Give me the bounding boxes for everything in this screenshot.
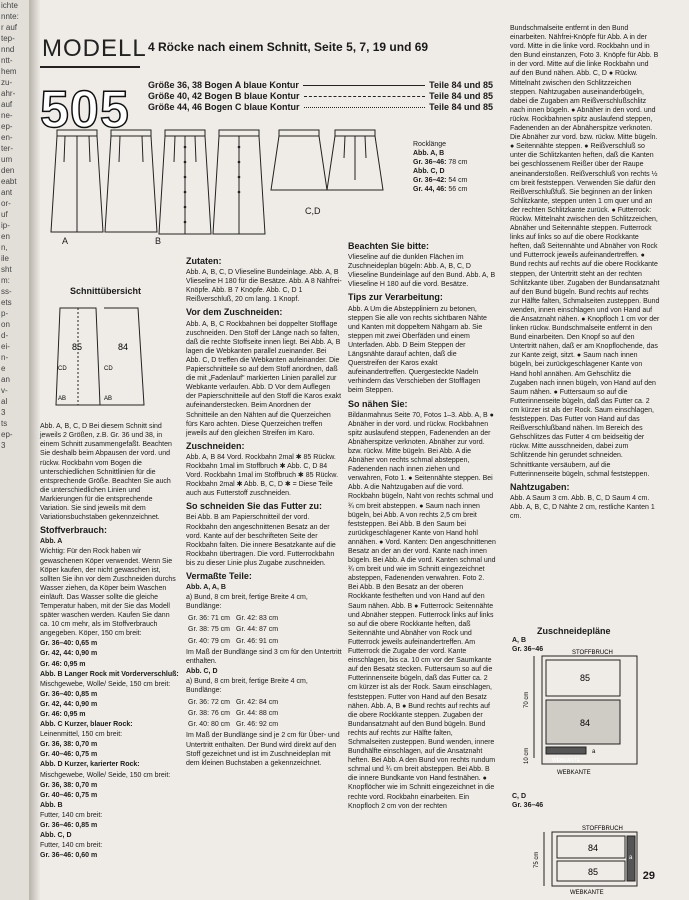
prev-page-fragment: hem: [1, 67, 17, 76]
model-number: 505: [40, 81, 130, 139]
rocklaenge-box: [413, 140, 493, 195]
rocklaenge-label: Abb. A, B: [413, 150, 445, 158]
futter-schneiden-title: So schneiden Sie das Futter zu:: [186, 501, 323, 512]
plan1-part-85: 85: [580, 673, 591, 683]
plan2-gr: Gr. 36–46: [512, 802, 544, 810]
bundlaenge-cell: Gr. 46: 92 cm: [236, 721, 279, 729]
prev-page-fragment: d-: [1, 331, 9, 340]
stoff-line: Gr. 42, 44: 0,90 m: [40, 700, 98, 708]
prev-page-fragment: ip-: [1, 221, 10, 230]
plan2-part-84: 84: [588, 843, 599, 853]
skirt-label-b: B: [155, 236, 162, 246]
naehen-text: Bildanmahnus Seite 70, Fotos 1–3. Abb. A, B ● Abnäher in der vord. und rückw. Rockbahnen spitz auslaufend steppen, Fadenenden an der Abnäherspitze verknoten. Abnäher zur vord. bzw. rückw. Mitte bügeln. Bei Abb. A die Abnäher von rechts schmal absteppen, Fadenenden nach innen ziehen und verwahren, Foto 1. ● Seitennähte steppen. Bei Abb. A die Nahtzugaben auf die vord. Rockbahn bügeln, Naht von rechts schmal und ¾ cm breit absteppen. ● Saum nach innen bügeln, bei Abb. A von rechts 2,5 cm breit feststeppen. Bei Abb. B den Saum bei zurückgeschlagener Kante von Hand hohl annähen. ● Vord. Kanten: Den angeschnittenen Besatz an der an der vord. Kante nach innen bügeln. Bei Abb. A die vord. Kanten schmal und ¾ cm breit und wie im Schnitt eingezeichnet absteppen, Fadenenden verwahren. Foto 2. Bei Abb. B den Besatz an der oberen Rockkante festheften und von Hand auf den Saum nähen. Abb. B ● Futterrock: Seitennähte und Abnäher steppen. Futterrock links auf links so auf die obere Rockkante heften, daß Seitennähte und Abnäher von Rock und Futterrock jeweils aufeinandertreffen. Am Futterrock die Zugabe der vord. Kante einschlagen, bis ca. 10 cm vor der Saumkante auf den Besatz stecken. Futtersaum so auf die Futterinnenseite bügeln, daß das Futter ca. 2 cm kürzer ist als der Rock. Saum einschlagen, feststeppen. Futter von Hand auf den Besatz nähen. Abb. A, B ● Bund rechts auf rechts auf die obere Rockkante steppen. Zugaben der Bundansatznaht auf den Bund bügeln. Bund rechts auf rechts zur Hälfte falten, Schmalseiten zusteppen. Bund wenden, innere Bundhälfte einschlagen, auf die Ansatznaht heften. Bei Abb. A den Bund von rechts rundum schmal und ¾ cm breit absteppen. Bei Abb. B die innere Bundkante von Hand festnähen. ● Knopflöcher wie im Schnitt eingezeichnet in die rechte vord. Rockbahn einarbeiten. Ein Knopfloch 2 cm von der rechten: [348, 411, 496, 810]
prev-page-fragment: 3: [1, 408, 6, 417]
rocklaenge-line: [413, 149, 493, 158]
mark-cd: CD: [104, 366, 113, 373]
bundlaenge-row: [188, 698, 282, 707]
nahtzugaben-text: Abb. A Saum 3 cm. Abb. B, C, D Saum 4 cm. Abb. A, B, C, D Nähte 2 cm, restliche Kanten 1 cm.: [510, 494, 655, 520]
prev-page-fragment: ntt-: [1, 56, 13, 65]
rocklaenge-title: Rocklänge: [413, 141, 447, 148]
prev-page-fragment: ahr-: [1, 89, 16, 98]
part-85: 85: [72, 342, 83, 353]
vermasste-title: Vermaßte Teile:: [186, 571, 252, 581]
contour-line-dashed: [304, 96, 426, 97]
prev-page-fragment: ss-: [1, 287, 12, 296]
rocklaenge-line: [413, 158, 493, 167]
stoff-line: Gr. 36, 38: 0,70 m: [40, 741, 98, 749]
prev-page-fragment: nnte:: [1, 12, 19, 21]
plan1-part-a: a: [592, 749, 596, 755]
size-table: [148, 80, 493, 113]
tips-title: Tips zur Verarbeitung:: [348, 292, 443, 303]
prev-page-fragment: zu-: [1, 78, 13, 87]
schnitt-title: Schnittübersicht: [70, 286, 142, 296]
prev-page-fragment: sht: [1, 265, 12, 274]
vermasste-end: Im Maß der Bundlänge sind je 2 cm für Über- und Untertritt enthalten. Der Bund wird direkt auf den Stoff gezeichnet und ist im Zuschneideplan mit dem kleinen Buchstaben a gekennzeichnet.: [186, 732, 340, 767]
stoff-line: Gr. 40–46: 0,75 m: [40, 751, 98, 759]
page-number: 29: [642, 870, 655, 882]
prev-page-fragment: en-: [1, 133, 13, 142]
divider: [40, 66, 140, 68]
bundlaenge-table-ab: [186, 612, 284, 647]
plan1-dim-10: 10 cm: [524, 747, 530, 764]
mark-cd: CD: [58, 366, 67, 373]
stoff-line: Gr. 36–40: 0,85 m: [40, 690, 98, 698]
rocklaenge-line: [413, 185, 493, 194]
prev-page-fragment: al: [1, 397, 8, 406]
plan1-selvage: WEBKANTE: [557, 770, 591, 776]
contour-line-solid: [303, 85, 425, 86]
bundlaenge-table-cd: [186, 696, 284, 731]
stoff-line: Gr. 36–40: 0,65 m: [40, 640, 98, 648]
stoff-b-sub: Mischgewebe, Wolle/ Seide, 150 cm breit:: [40, 680, 171, 688]
futter-head: Abb. C, D: [40, 832, 72, 840]
rocklaenge-line: [413, 176, 493, 185]
plan2-label: [512, 792, 572, 810]
futter-line: Gr. 36–46: 0,60 m: [40, 852, 98, 860]
rocklaenge-value: 78 cm: [446, 159, 468, 167]
mark-ab: AB: [104, 396, 113, 403]
size-parts: Teile 84 und 85: [429, 102, 493, 112]
bundlaenge-cell: Gr. 36: 71 cm: [188, 615, 231, 623]
futter-head: Abb. B: [40, 801, 63, 809]
plan1-part-84: 84: [580, 718, 591, 728]
page-binding: [30, 0, 40, 900]
vor-zuschneiden-title: Vor dem Zuschneiden:: [186, 307, 283, 318]
plan2-dim-75: 75 cm: [534, 851, 540, 868]
prev-page-fragment: n-: [1, 353, 9, 362]
prev-page-fragment: uf: [1, 210, 8, 219]
prev-page-fragment: ter-: [1, 144, 13, 153]
prev-page-fragment: nnd: [1, 45, 15, 54]
prev-page-fragment: on: [1, 320, 10, 329]
rocklaenge-label: Gr. 44, 46:: [413, 186, 447, 194]
plan2-selvage: WEBKANTE: [570, 890, 604, 896]
bundlaenge-cell: Gr. 40: 80 cm: [188, 721, 231, 729]
bundlaenge-cell: Gr. 40: 79 cm: [188, 637, 231, 645]
skirt-drawings: [45, 122, 390, 247]
prev-page-fragment: um: [1, 155, 13, 164]
prev-page-fragment: p-: [1, 309, 9, 318]
prev-page-fragment: ichte: [1, 1, 18, 10]
stoff-line: Gr. 46: 0,95 m: [40, 660, 86, 668]
bundlaenge-cell: Gr. 46: 91 cm: [236, 637, 279, 645]
stoff-d-head: Abb. D Kurzer, karierter Rock:: [40, 761, 140, 769]
stoff-intro: Wichtig: Für den Rock haben wir gewaschenen Köper verwendet. Wenn Sie Köper kaufen, der nicht gewaschen ist, sollten Sie ihn vor dem Zuschneiden durchs Wasser ziehen, da Köper beim Waschen einläuft. Das Wasser sollte die gleiche Temperatur haben, mit der Sie das Modell später waschen werden. Kaufen Sie dann ca. 10 cm mehr, als im Stoffverbrauch angegeben. Köper, 150 cm breit:: [40, 548, 176, 638]
futter-sub: Futter, 140 cm breit:: [40, 811, 103, 819]
beachten-text: Vlieseline auf die dunklen Flächen im Zuschneideplan bügeln: Abb. A, B, C, D Vlieseline Bundeinlage auf den Bund. Abb. A, B Vlieseline H 180 auf die vord. Besätze.: [348, 254, 496, 289]
size-row: [148, 102, 493, 113]
bundlaenge-row: [188, 614, 282, 623]
bundlaenge-cell: Gr. 38: 75 cm: [188, 626, 231, 634]
futter-sub: Futter, 140 cm breit:: [40, 842, 103, 850]
rocklaenge-line: [413, 167, 493, 176]
prev-page-fragment: ei-: [1, 342, 10, 351]
stoff-line: Gr. 40–46: 0,75 m: [40, 791, 98, 799]
mark-ab: AB: [58, 396, 67, 403]
prev-page-fragment: or-: [1, 199, 11, 208]
prev-page-fragment: n,: [1, 243, 8, 252]
prev-page-fragment: eabt: [1, 177, 17, 186]
size-row: [148, 80, 493, 91]
prev-page-fragment: ets: [1, 298, 12, 307]
bundlaenge-cell: Gr. 42: 84 cm: [236, 699, 279, 707]
cutting-plan-1: [512, 648, 642, 776]
prev-page-fragment: ile: [1, 254, 10, 263]
size-label: Größe 36, 38 Bogen A blaue Kontur: [148, 80, 299, 90]
tips-text: Abb. A Um die Absteppliniern zu betonen, steppen Sie alle von rechts sichtbaren Nähte und Kanten mit doppeltem Nähgarn ab. Sie steppen mit zwei Oberfäden und einem Unterfaden. Abb. D Beim Steppen der Längsnähte darauf achten, daß die Querstreifen der Karos exakt aufeinandertreffen. Quergesteckte Nadeln verhindern das Verschieben der Stofflagen beim Steppen.: [348, 305, 487, 395]
bundlaenge-row: [188, 625, 282, 634]
rocklaenge-value: 56 cm: [446, 186, 468, 194]
zutaten-title: Zutaten:: [186, 256, 222, 266]
stoff-c-head: Abb. C Kurzer, blauer Rock:: [40, 721, 133, 729]
stoff-b-head: Abb. B Langer Rock mit Vorderverschluß:: [40, 670, 179, 678]
stoff-abb: Abb. A: [40, 538, 63, 546]
beachten-title: Beachten Sie bitte:: [348, 241, 430, 251]
modell-label: MODELL: [42, 35, 147, 62]
prev-page-fragment: auf: [1, 100, 13, 109]
zuschneiden-title: Zuschneiden:: [186, 440, 245, 451]
prev-page-fragment: r auf: [1, 23, 18, 32]
plan1-dim-70: 70 cm: [524, 691, 530, 708]
bundlaenge-row: [188, 720, 282, 729]
vermasste-a-text: a) Bund, 8 cm breit, fertige Breite 4 cm, Bundlänge:: [186, 594, 308, 611]
vermasste-abb2: Abb. C, D: [186, 667, 218, 675]
page-headline: 4 Röcke nach einem Schnitt, Seite 5, 7, 19 und 69: [148, 40, 429, 54]
stoff-line: Gr. 36, 38: 0,70 m: [40, 781, 98, 789]
nahtzugaben-title: Nahtzugaben:: [510, 481, 570, 492]
skirt-label-a: A: [62, 236, 69, 246]
bundlaenge-row: [188, 637, 282, 646]
plan2-part-85: 85: [588, 867, 599, 877]
prev-page-fragment: en: [1, 232, 10, 241]
plan1-selvage: WEBKANTE: [552, 758, 581, 764]
rocklaenge-label: Gr. 36–46:: [413, 159, 447, 167]
prev-page-fragment: tep-: [1, 34, 15, 43]
prev-page-fragment: v-: [1, 386, 8, 395]
plan2-fold: STOFFBRUCH: [582, 826, 623, 832]
size-row: [148, 91, 493, 102]
prev-page-fragment: m:: [1, 276, 10, 285]
stoff-d-sub: Mischgewebe, Wolle/ Seide, 150 cm breit:: [40, 771, 171, 779]
bundlaenge-cell: Gr. 44: 88 cm: [236, 710, 279, 718]
zuschneiden-text: Abb. A, B 84 Vord. Rockbahn 2mal ✱ 85 Rückw. Rockbahn 1mal im Stoffbruch ✱ Abb. C, D 84 Vord. Rockbahn 1mal im Stoffbruch ✱ 85 Rückw. Rockbahn 2mal ✱ Abb. B, C, D ✱ = Diese Teile auch aus Futterstoff zuschneiden.: [186, 453, 339, 498]
bundlaenge-cell: Gr. 36: 72 cm: [188, 699, 231, 707]
vermasste-abb1: Abb. A, A, B: [186, 584, 226, 592]
rocklaenge-label: Gr. 36–42:: [413, 177, 447, 185]
part-84: 84: [118, 342, 129, 353]
cutting-plan-2: [512, 824, 642, 896]
stoff-c-sub: Leinenmittel, 150 cm breit:: [40, 731, 123, 739]
column-4: [510, 24, 660, 522]
plan1-fold: STOFFBRUCH: [572, 650, 613, 656]
stoff-line: Gr. 42, 44: 0,90 m: [40, 650, 98, 658]
stoff-title: Stoffverbrauch:: [40, 525, 108, 536]
prev-page-fragment: ep-: [1, 430, 13, 439]
zuschneideplaene-title: Zuschneidepläne: [537, 626, 611, 636]
plan2-part-a: a: [629, 855, 633, 861]
contour-line-dotted: [304, 107, 426, 108]
bundlaenge-row: [188, 709, 282, 718]
zutaten-text: Abb. A, B, C, D Vlieseline Bundeinlage. Abb. A, B Vlieseline H 180 für die Besätze. Abb. A 8 Nähfrei-Knöpfe. Abb. B 7 Knöpfe. Abb. C, D 1 Reißverschluß, 20 cm lang. 1 Knopf.: [186, 269, 342, 304]
vermasste-b-text: a) Bund, 8 cm breit, fertige Breite 4 cm, Bundlänge:: [186, 677, 308, 695]
plan2-abb: C, D: [512, 793, 526, 800]
column-2: [186, 253, 342, 769]
plan1-gr: Gr. 36–46: [512, 646, 544, 654]
futter-schneiden-text: Bei Abb. B am Papierschnitteil der vord. Rockbahn den angeschnittenen Besatz an der vord. Kante auf der beschrifteten Seite der Rockbahn falten. Die innere Besatzkante auf die Rockbahn übertragen. Die vord. Futterrockbahn bis zu dieser Linie plus Zugabe zuschneiden.: [186, 514, 336, 567]
naehen-title: So nähen Sie:: [348, 398, 408, 409]
bundlaenge-cell: Gr. 42: 83 cm: [236, 615, 279, 623]
prev-page-fragment: den: [1, 166, 15, 175]
bundlaenge-cell: Gr. 44: 87 cm: [236, 626, 279, 634]
prev-page-fragment: ts: [1, 419, 8, 428]
size-label: Größe 44, 46 Bogen C blaue Kontur: [148, 102, 300, 112]
prev-page-fragment: ant: [1, 188, 13, 197]
plan1-abb: A, B: [512, 637, 526, 644]
prev-page-fragment: 3: [1, 441, 6, 450]
prev-page-fragment: ne-: [1, 111, 13, 120]
bundlaenge-cell: Gr. 38: 76 cm: [188, 710, 231, 718]
schnitt-text: Abb. A, B, C, D Bei diesem Schnitt sind jeweils 2 Größen, z.B. Gr. 36 und 38, in einem Schnitt zusammengefaßt. Beachten Sie deshalb beim Abpausen der vord. und rückw. Rockbahn vom Bogen die unterschiedlichen Schnittlinien für die entsprechende Größe. Beachten Sie auch die unterschiedlichen Linien und Markierungen für die entsprechende Variation. Sie sind jeweils mit dem Variationsbuchstaben gekennzeichnet.: [40, 423, 172, 522]
column-1: [40, 283, 180, 861]
rocklaenge-value: 54 cm: [446, 177, 468, 185]
previous-page-strip: [0, 0, 30, 900]
prev-page-fragment: ep-: [1, 122, 13, 131]
prev-page-fragment: an: [1, 375, 10, 384]
size-parts: Teile 84 und 85: [429, 91, 493, 101]
vermasste-mid: Im Maß der Bundlänge sind 3 cm für den Untertritt enthalten.: [186, 648, 342, 665]
size-label: Größe 40, 42 Bogen B blaue Kontur: [148, 91, 300, 101]
futter-line: Gr. 36–46: 0,85 m: [40, 822, 98, 830]
right-col-text: Bundschmalseite entfernt in den Bund einarbeiten. Nähfrei-Knöpfe für Abb. A in der vord. Mitte in die linke vord. Rockbahn und in den Bund einstanzen, Foto 3. Knöpfe für Abb. B in der vord. Mitte auf die linke Rockbahn und auf den Bund nähen. Abb. C, D ● Rückw. Mittelnaht zwischen den Schlitzzeichen steppen. Nahtzugaben auseinanderbügeln, dabei die Zugaben am Reißverschlußschlitz nach innen bügeln. ● Abnäher in den vord. und rückw. Rockbahnen spitz auslaufend steppen, Fadenenden an der Abnäherspitze verknoten. Die Abnäher zur vord. bzw. rückw. Mitte bügeln. ● Seitennähte steppen. ● Reißverschluß so unter die Schlitzkanten heften, daß die Kanten bei geschlossenem Reißer über der Raupe aneinanderstoßen. Reißverschluß von rechts ½ cm breit feststeppen. Verwenden Sie dafür den Reißverschlußfuß. Sie beginnen an der linken Schlitzkante, steppen unten 1 cm quer und an der rechten Schlitzkante zurück. ● Futterrock: Rückw. Mittelnaht zwischen den Schlitzzeichen, Abnäher und Seitennähte steppen. Futterrock links auf links so auf die obere Rockkante heften, daß Seitennähte und Abnäher von Rock und Futterrock jeweils aufeinandertreffen. ● Bund rechts auf rechts auf die obere Rockkante steppen, der Untertritt steht an der rechten Schlitzkante über. Zugaben der Bundansatznaht auf den Bund bügeln. Bund rechts auf rechts zur Hälfte falten, Schmalseiten zusteppen. Bund wenden, innen einschlagen und von Hand auf die Ansatznaht nähen. ● Knopfloch 1 cm vor der linken rückw. Bundschmalseite entfernt in den Bund einarbeiten. Den Knopf so auf den Untertritt nähen, daß er am Knopflochende, das zur Kante zeigt, sitzt. ● Saum nach innen bügeln, bei zurückgeschlagener Kante von Hand hohl annähen. Am Gehschlitz die Zugaben nach innen bügeln, von Hand auf den Saum nähen. ● Futtersaum so auf die Futterinnenseite bügeln, daß das Futter ca. 2 cm kürzer ist als der Rock. Saum einschlagen, feststeppen. Das Futter von Hand auf das Reißverschlußband nähen. Im Bereich des Gehschlitzes das Futter 4 cm beidseitig der rückw. Mitte ausschneiden, dabei zum Schlitzende hin gerundet schneiden. Schnittkante versäubern, auf die Futterinnenseite bügeln, schmal feststeppen.: [510, 25, 660, 478]
vor-zuschneiden-text: Abb. A, B, C Rockbahnen bei doppelter Stofflage zuschneiden. Den Stoff der Länge nach so falten, daß die rechte Stoffseite innen liegt. Bei Abb. A, B lagen die Webkanten parallel zueinander. Bei Abb. C, D treffen die Webkanten aufeinander. Die Papierschnitteile so auf dem Stoff anordnen, daß die mit „Fadenlauf" markierten Linien parallel zur Webkante verlaufen. Abb. D Vor dem Auflegen der Papierschnitteile auf den Stoff die Karos exakt aufeinanderstecken. Beim Anordnen der Schnitteile an den Nähten auf die Querzeichen fürs Karo achten. Diese Querzeichen treffen jeweils auf den gleichen Streifen im Karo.: [186, 320, 342, 437]
pattern-overview-diagram: [50, 300, 150, 415]
rocklaenge-label: Abb. C, D: [413, 168, 445, 176]
stoff-line: Gr. 46: 0,95 m: [40, 711, 86, 718]
size-parts: Teile 84 und 85: [429, 80, 493, 90]
skirt-label-cd: C,D: [305, 206, 321, 216]
column-3: [348, 238, 496, 812]
prev-page-fragment: e: [1, 364, 6, 373]
